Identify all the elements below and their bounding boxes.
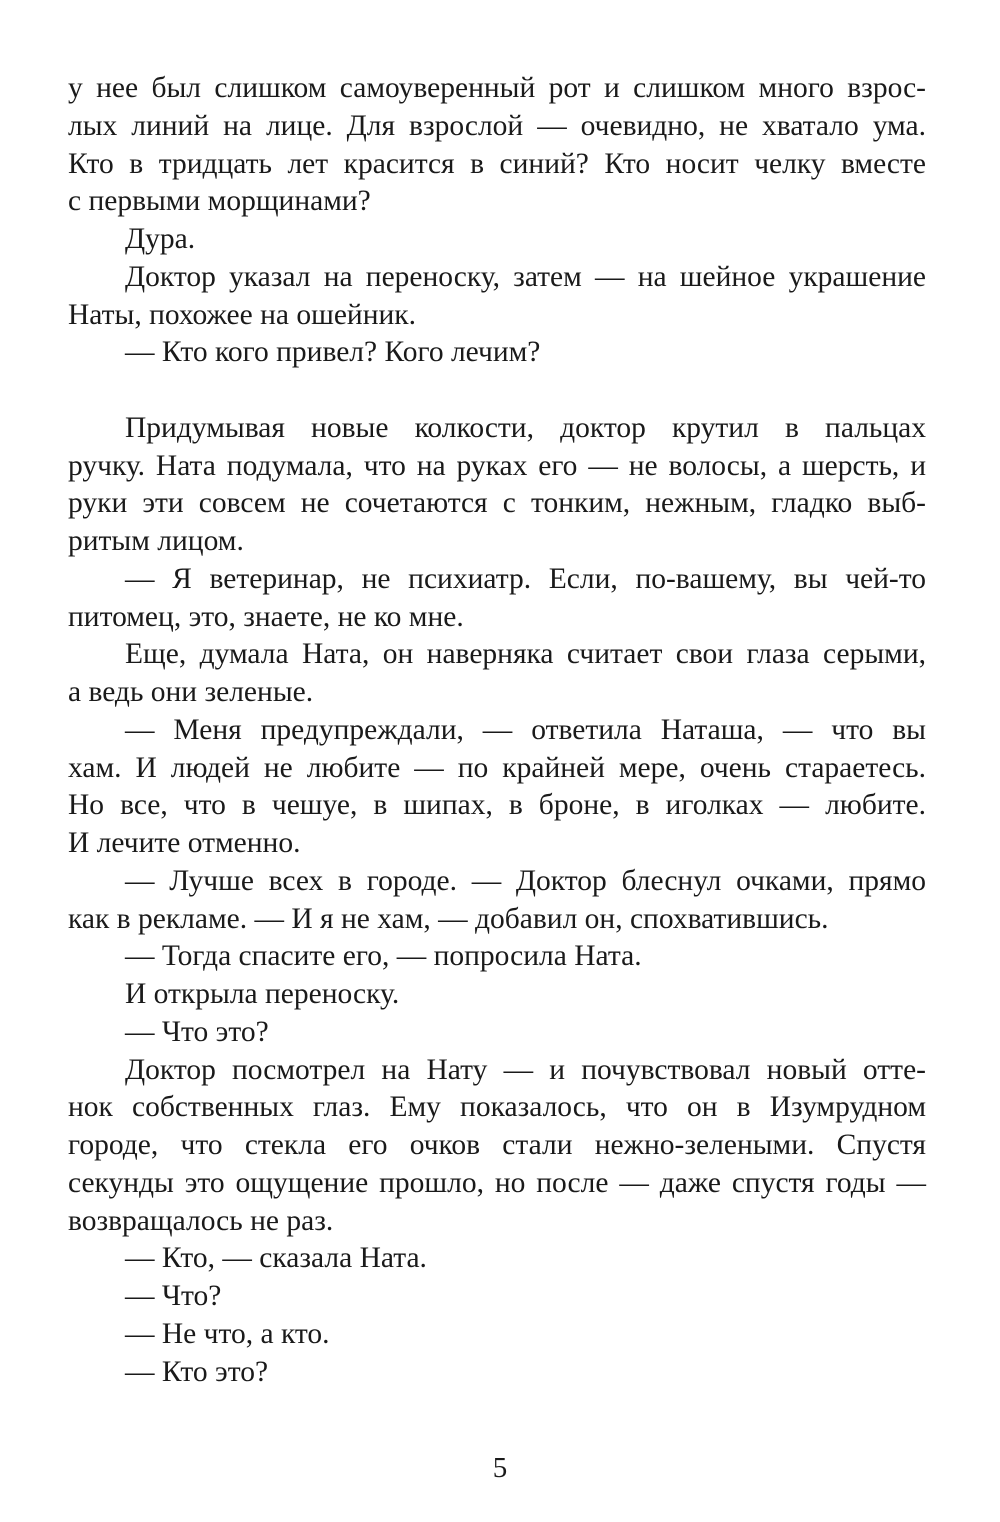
text-line: — Тогда спасите его, — попросила Ната. (125, 940, 642, 973)
text-line: у нее был слишком самоуверенный рот и слишком много взрос- (68, 72, 926, 104)
text-line: а ведь они зеленые. (68, 676, 314, 708)
section-break (68, 372, 926, 410)
text-line: с первыми морщинами? (68, 185, 371, 218)
page-number: 5 (492, 1452, 508, 1484)
text-line: Еще, думала Ната, он наверняка считает свои глаза серыми, (125, 638, 926, 671)
text-line: лых линий на лице. Для взрослой — очевидно, не хватало ума. (68, 109, 926, 142)
text-line: — Кто кого привел? Кого лечим? (125, 336, 541, 369)
text-line: Дура. (125, 223, 196, 255)
text-line: ручку. Ната подумала, что на руках его — не волосы, а шерсть, и (68, 449, 926, 482)
text-line: — Не что, а кто. (125, 1317, 330, 1350)
text-line: И лечите отменно. (68, 827, 301, 859)
text-line: — Кто это? (125, 1355, 269, 1388)
text-line: Доктор посмотрел на Нату — и почувствовал новый отте- (125, 1053, 926, 1086)
text-line: секунды это ощущение прошло, но после — даже спустя годы — (68, 1166, 926, 1199)
text-line: хам. И людей не любите — по крайней мере, очень стараетесь. (68, 751, 926, 784)
text-line: — Я ветеринар, не психиатр. Если, по-вашему, вы чей-то (125, 562, 926, 595)
text-line: возвращалось не раз. (68, 1204, 334, 1237)
text-line: Наты, похожее на ошейник. (68, 298, 416, 331)
text-line: ритым лицом. (68, 525, 244, 557)
text-line: — Лучше всех в городе. — Доктор блеснул очками, прямо (125, 864, 926, 897)
text-line: — Кто, — сказала Ната. (125, 1242, 427, 1275)
text-line: Придумывая новые колкости, доктор крутил в пальцах (125, 411, 926, 444)
text-line: питомец, это, знаете, не ко мне. (68, 600, 464, 633)
body-text (68, 70, 926, 1391)
text-line: как в рекламе. — И я не хам, — добавил он, спохватившись. (68, 902, 829, 935)
text-line: Но все, что в чешуе, в шипах, в броне, в иголках — любите. (68, 789, 926, 822)
text-line: Доктор указал на переноску, затем — на шейное украшение (125, 260, 926, 293)
text-line: — Меня предупреждали, — ответила Наташа, — что вы (125, 713, 926, 746)
text-line: Кто в тридцать лет красится в синий? Кто носит челку вместе (68, 147, 926, 180)
text-line: городе, что стекла его очков стали нежно-зелеными. Спустя (68, 1129, 926, 1161)
text-line: — Что? (125, 1280, 222, 1312)
text-line: — Что это? (125, 1015, 269, 1048)
text-line: И открыла переноску. (125, 978, 400, 1010)
text-line: руки эти совсем не сочетаются с тонким, нежным, гладко выб- (68, 487, 926, 520)
text-line: нок собственных глаз. Ему показалось, что он в Изумрудном (68, 1091, 926, 1124)
